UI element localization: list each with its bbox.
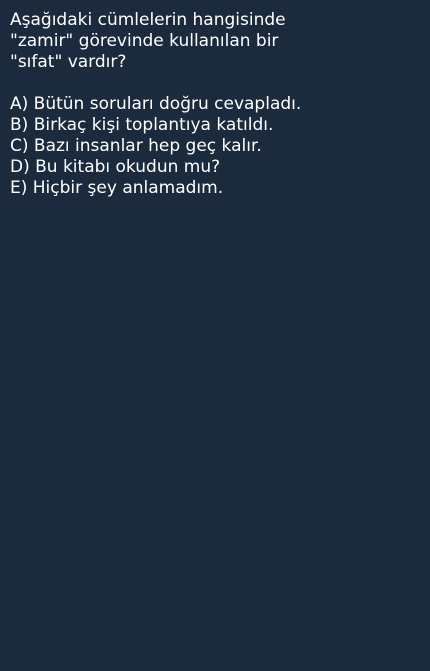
question-line: "sıfat" vardır? [10,52,127,72]
spacer [10,73,420,94]
question-line: Aşağıdaki cümlelerin hangisinde [10,10,286,30]
question-text [10,10,420,73]
option-a: A) Bütün soruları doğru cevapladı. [10,94,302,114]
option-e: E) Hiçbir şey anlamadım. [10,178,224,198]
option-b: B) Birkaç kişi toplantıya katıldı. [10,115,274,135]
option-d: D) Bu kitabı okudun mu? [10,157,221,177]
option-c: C) Bazı insanlar hep geç kalır. [10,136,262,156]
question-line: "zamir" görevinde kullanılan bir [10,31,279,51]
options-list [10,94,420,199]
